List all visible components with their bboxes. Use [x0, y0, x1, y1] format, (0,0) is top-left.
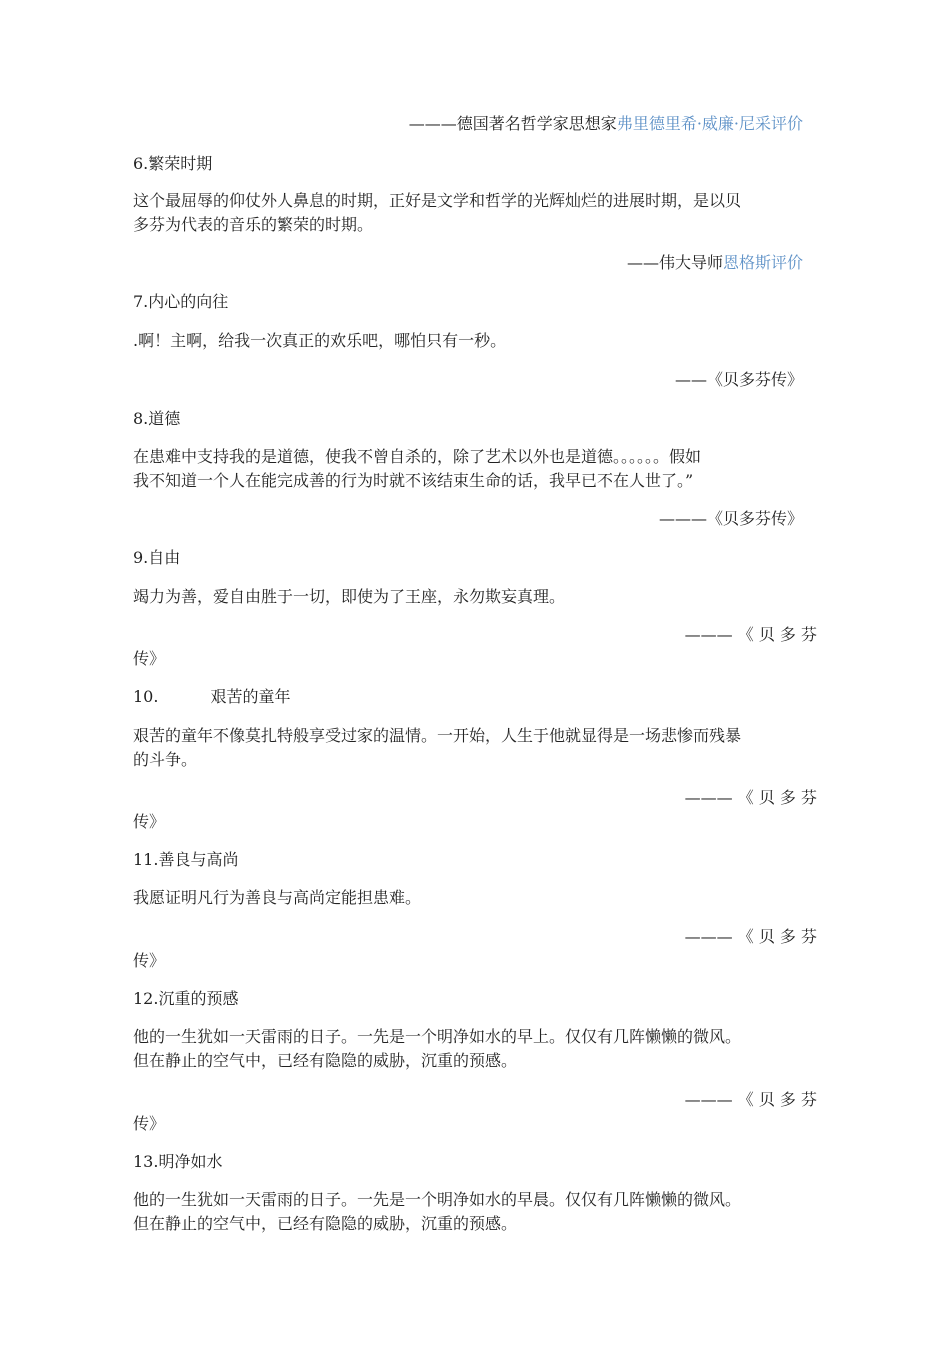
section-title: 艰苦的童年 — [210, 687, 291, 706]
attribution: ———《贝多芬传》 — [658, 509, 803, 528]
section-heading-10 — [133, 685, 817, 709]
paragraph-line: 但在静止的空气中，已经有隐隐的威胁，沉重的预感。 — [133, 1051, 518, 1070]
paragraph-line: 他的一生犹如一天雷雨的日子。一先是一个明净如水的早晨。仅仅有几阵懒懒的微风。 — [133, 1190, 742, 1209]
section-heading-12: 12.沉重的预感 — [133, 989, 239, 1008]
nietzsche-link[interactable]: 弗里德里希·威廉·尼采评价 — [616, 114, 803, 133]
attribution-prefix: ——伟大导师 — [626, 253, 723, 272]
attribution-engels — [133, 251, 803, 275]
section-heading-6: 6.繁荣时期 — [133, 154, 213, 173]
paragraph-line: 艰苦的童年不像莫扎特般享受过家的温情。一开始，人生于他就显得是一场悲惨而残暴 — [133, 726, 742, 745]
section-number: 10. — [133, 687, 159, 706]
section-heading-7: 7.内心的向往 — [133, 292, 229, 311]
paragraph-line: 这个最屈辱的仰仗外人鼻息的时期，正好是文学和哲学的光辉灿烂的进展时期，是以贝 — [133, 191, 742, 210]
paragraph-line: 我不知道一个人在能完成善的行为时就不该结束生命的话，我早已不在人世了。” — [133, 471, 694, 490]
paragraph-line: 我愿证明凡行为善良与高尚定能担患难。 — [133, 888, 422, 907]
attribution: ——— 《 贝 多 芬 — [684, 788, 817, 807]
attribution-nietzsche — [133, 112, 803, 136]
attribution-continued: 传》 — [133, 812, 166, 831]
attribution-continued: 传》 — [133, 649, 166, 668]
attribution: ——— 《 贝 多 芬 — [684, 1090, 817, 1109]
section-heading-11: 11.善良与高尚 — [133, 850, 239, 869]
attribution-prefix: ———德国著名哲学家思想家 — [408, 114, 617, 133]
attribution: ——— 《 贝 多 芬 — [684, 625, 817, 644]
section-heading-8: 8.道德 — [133, 409, 181, 428]
paragraph-line: 但在静止的空气中，已经有隐隐的威胁，沉重的预感。 — [133, 1214, 518, 1233]
attribution: ——《贝多芬传》 — [674, 370, 803, 389]
section-heading-9: 9.自由 — [133, 548, 181, 567]
section-heading-13: 13.明净如水 — [133, 1152, 223, 1171]
paragraph-line: 多芬为代表的音乐的繁荣的时期。 — [133, 215, 374, 234]
paragraph-line: 在患难中支持我的是道德，使我不曾自杀的，除了艺术以外也是道德。。。。。。假如 — [133, 447, 702, 466]
paragraph-line: 竭力为善，爱自由胜于一切，即使为了王座，永勿欺妄真理。 — [133, 587, 566, 606]
attribution-continued: 传》 — [133, 1114, 166, 1133]
engels-link[interactable]: 恩格斯评价 — [722, 253, 803, 272]
paragraph-line: 的斗争。 — [133, 750, 198, 769]
paragraph-line: 他的一生犹如一天雷雨的日子。一先是一个明净如水的早上。仅仅有几阵懒懒的微风。 — [133, 1027, 742, 1046]
paragraph-line: .啊！主啊，给我一次真正的欢乐吧，哪怕只有一秒。 — [133, 331, 507, 350]
attribution-continued: 传》 — [133, 951, 166, 970]
attribution: ——— 《 贝 多 芬 — [684, 927, 817, 946]
